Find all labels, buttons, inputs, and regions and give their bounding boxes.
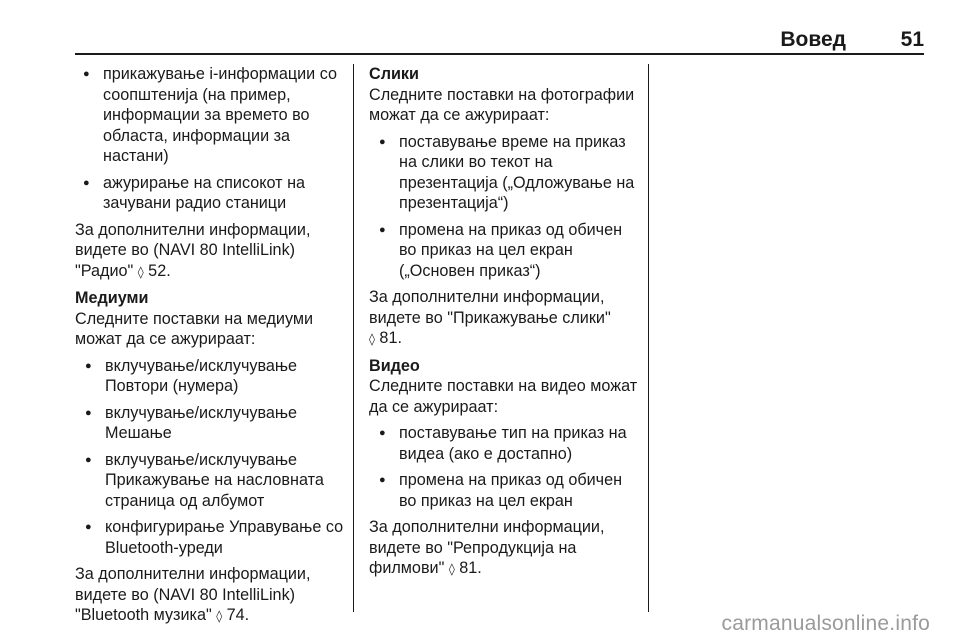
media-intro: Следните поставки на медиуми можат да се ажурираат: <box>75 309 314 348</box>
column-divider-left <box>353 64 354 612</box>
cross-reference-paragraph: За дополнителни информации, видете во (NAVI 80 IntelliLink) "Радио" ◊ 52. <box>75 220 311 280</box>
list-item: ● промена на приказ од обичен во приказ на цел екран („Основен приказ“) <box>369 220 641 282</box>
list-item: ● поставување тип на приказ на видеа (ако е достапно) <box>369 423 641 464</box>
column-divider-right <box>648 64 649 612</box>
media-section <box>75 288 345 558</box>
video-settings-list <box>369 423 641 511</box>
list-item: ● ажурирање на списокот на зачувани радио станици <box>75 173 345 214</box>
list-item: ● конфигурирање Управување со Bluetooth-уреди <box>75 517 345 558</box>
column-left <box>75 64 345 633</box>
page-ref-icon: ◊ <box>216 609 223 623</box>
page-ref-icon: ◊ <box>137 264 144 279</box>
pictures-section <box>369 64 641 281</box>
list-item: ● вклучување/исклучување Мешање <box>75 403 345 444</box>
pictures-intro: Следните поставки на фотографии можат да се ажурираат: <box>369 85 635 124</box>
page-ref-icon: ◊ <box>448 562 455 576</box>
page-number: 51 <box>900 28 924 51</box>
page-header <box>75 24 924 54</box>
watermark: carmanualsonline.info <box>721 612 930 635</box>
video-section <box>369 356 641 512</box>
cross-reference-paragraph: За дополнителни информации, видете во "Прикажување слики" ◊ 81. <box>369 288 611 347</box>
cross-reference-paragraph: За дополнителни информации, видете во (NAVI 80 IntelliLink) "Bluetooth музика" ◊ 74. <box>75 565 311 624</box>
list-item: ● промена на приказ од обичен во приказ на цел екран <box>369 470 641 511</box>
video-heading: Видео <box>369 356 420 375</box>
list-item: ● прикажување i-информации со соопштенија (на пример, информации за времето во областа, информации за настани) <box>75 64 345 167</box>
pictures-settings-list <box>369 132 641 282</box>
list-item: ● вклучување/исклучување Прикажување на насловната страница од албумот <box>75 450 345 512</box>
list-item: ● вклучување/исклучување Повтори (нумера) <box>75 356 345 397</box>
section-title: Вовед <box>780 28 846 51</box>
header-rule <box>75 53 924 55</box>
info-list <box>75 64 345 214</box>
list-item: ● поставување време на приказ на слики во текот на презентација („Одложување на презентација“) <box>369 132 641 214</box>
pictures-heading: Слики <box>369 65 419 83</box>
page-ref-icon: ◊ <box>369 332 375 346</box>
cross-reference-paragraph: За дополнителни информации, видете во "Репродукција на филмови" ◊ 81. <box>369 518 605 577</box>
column-middle <box>369 64 641 586</box>
media-settings-list <box>75 356 345 559</box>
video-intro: Следните поставки на видео можат да се ажурираат: <box>369 377 638 416</box>
media-heading: Медиуми <box>75 289 149 307</box>
